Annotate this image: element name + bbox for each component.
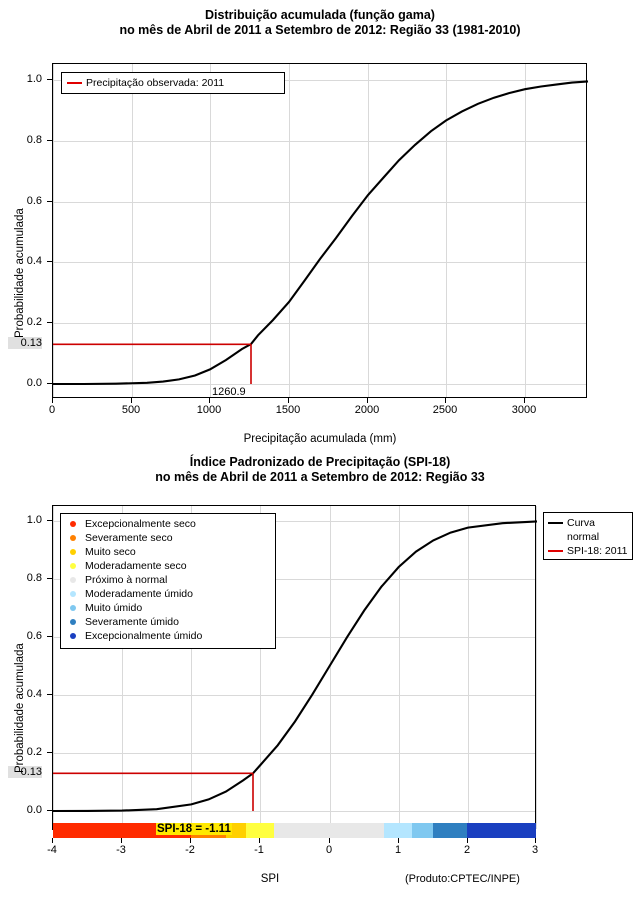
spi-class-band-proximo-normal [274,823,384,838]
class-dot-icon [65,605,81,611]
y-tickmark [47,322,52,323]
legend-item [547,544,629,558]
legend-item [65,601,271,615]
x-tick-label: 500 [121,404,141,416]
bottom-y-axis-label: Probabilidade acumulada [14,643,26,773]
x-tickmark [535,838,536,843]
x-tickmark [467,838,468,843]
y-tick-label: 1.0 [26,514,42,526]
x-tick-label: -4 [47,844,57,856]
y-tick-label: 0.4 [26,688,42,700]
line-swatch-icon [547,522,563,524]
x-tickmark [131,398,132,403]
observed-probability-label: 0.13 [8,337,42,349]
legend-item [65,517,271,531]
class-dot-icon [65,577,81,583]
y-tick-label: 0.0 [26,377,42,389]
legend-label: Moderadamente seco [85,560,187,572]
top-x-axis-label: Precipitação acumulada (mm) [243,433,397,445]
y-tick-label: 0.8 [26,134,42,146]
top-curve-svg [53,64,588,399]
spi-value-label: SPI-18 = -1.11 [157,823,231,835]
spi-class-band-moderadamente-umido [384,823,412,838]
class-dot-icon [65,591,81,597]
legend-item [65,559,271,573]
spi-class-band-excepcionalmente-umido [467,823,536,838]
top-legend [61,72,285,94]
y-tickmark [47,810,52,811]
class-dot-icon [65,535,81,541]
y-tick-label: 0.8 [26,572,42,584]
x-tickmark [288,398,289,403]
y-tickmark [47,636,52,637]
y-tick-label: 0.6 [26,630,42,642]
bottom-curve-legend [543,512,633,560]
y-tickmark [47,752,52,753]
x-tick-label: 2500 [432,404,458,416]
bottom-chart-panel [0,455,640,900]
legend-item [66,76,280,90]
legend-label: Moderadamente úmido [85,588,193,600]
legend-label: Excepcionalmente úmido [85,630,203,642]
spi-class-band-moderadamente-seco [246,823,274,838]
legend-label: Próximo à normal [85,574,168,586]
y-tick-label: 1.0 [26,73,42,85]
observed-precip-label: 1260.9 [212,386,246,398]
y-tickmark [47,261,52,262]
legend-item [65,587,271,601]
top-title-line2: no mês de Abril de 2011 a Setembro de 2012: Região 33 (1981-2010) [119,23,521,37]
legend-label: Curva [567,517,596,529]
legend-label: Muito seco [85,546,136,558]
y-tick-label: 0.6 [26,195,42,207]
bottom-chart-title [0,455,640,485]
spi-class-band-severamente-umido [433,823,467,838]
x-tickmark [445,398,446,403]
x-tickmark [367,398,368,403]
legend-label: Severamente úmido [85,616,179,628]
x-tickmark [190,838,191,843]
class-dot-icon [65,563,81,569]
x-tickmark [524,398,525,403]
y-tick-label: 0.4 [26,255,42,267]
line-swatch-icon [547,550,563,552]
x-tick-label: 1000 [196,404,222,416]
x-tick-label: -1 [254,844,264,856]
legend-label: normal [567,531,600,543]
y-tickmark [47,578,52,579]
x-tick-label: -2 [185,844,195,856]
bottom-title-line1: Índice Padronizado de Precipitação (SPI-18) [189,455,451,469]
y-tick-label: 0.2 [26,746,42,758]
legend-label: Muito úmido [85,602,143,614]
x-tickmark [398,838,399,843]
x-tick-label: 2000 [354,404,380,416]
x-tick-label: 0 [325,844,333,856]
bottom-title-line2: no mês de Abril de 2011 a Setembro de 2012: Região 33 [155,470,485,484]
top-chart-title [0,8,640,38]
y-tick-label: 0.0 [26,804,42,816]
x-tickmark [52,838,53,843]
legend-label: SPI-18: 2011 [567,545,628,557]
x-tickmark [209,398,210,403]
class-dot-icon [65,549,81,555]
x-tick-label: 0 [48,404,56,416]
y-tickmark [47,201,52,202]
x-tick-label: -3 [116,844,126,856]
spi-probability-label: 0.13 [8,766,42,778]
x-tickmark [259,838,260,843]
spi-class-colorbar [53,823,536,838]
spi-class-legend [60,513,276,649]
legend-item [65,629,271,643]
legend-label: Excepcionalmente seco [85,518,196,530]
spi-class-band-muito-umido [412,823,433,838]
legend-item [547,516,629,530]
line-swatch-icon [66,82,82,84]
top-plot-area [52,63,587,398]
x-tick-label: 2 [463,844,471,856]
legend-item [65,615,271,629]
x-tick-label: 1500 [275,404,301,416]
x-tickmark [52,398,53,403]
y-tickmark [47,140,52,141]
legend-label: Severamente seco [85,532,173,544]
product-credit: (Produto:CPTEC/INPE) [405,873,520,885]
x-tick-label: 3 [531,844,539,856]
x-tick-label: 1 [394,844,402,856]
legend-item-continued [547,530,629,544]
x-tickmark [121,838,122,843]
top-chart-panel [0,8,640,448]
legend-item [65,545,271,559]
class-dot-icon [65,521,81,527]
class-dot-icon [65,619,81,625]
gamma-cdf-curve [53,81,588,384]
bottom-x-axis-label: SPI [260,873,280,885]
x-tickmark [329,838,330,843]
y-tickmark [47,520,52,521]
x-tick-label: 3000 [511,404,537,416]
legend-item [65,573,271,587]
legend-label: Precipitação observada: 2011 [86,77,225,89]
legend-item [65,531,271,545]
top-title-line1: Distribuição acumulada (função gama) [205,8,435,22]
bottom-plot-area [52,505,536,830]
y-tick-label: 0.2 [26,316,42,328]
y-tickmark [47,694,52,695]
y-tickmark [47,79,52,80]
top-y-axis-label: Probabilidade acumulada [14,208,26,338]
class-dot-icon [65,633,81,639]
y-tickmark [47,383,52,384]
